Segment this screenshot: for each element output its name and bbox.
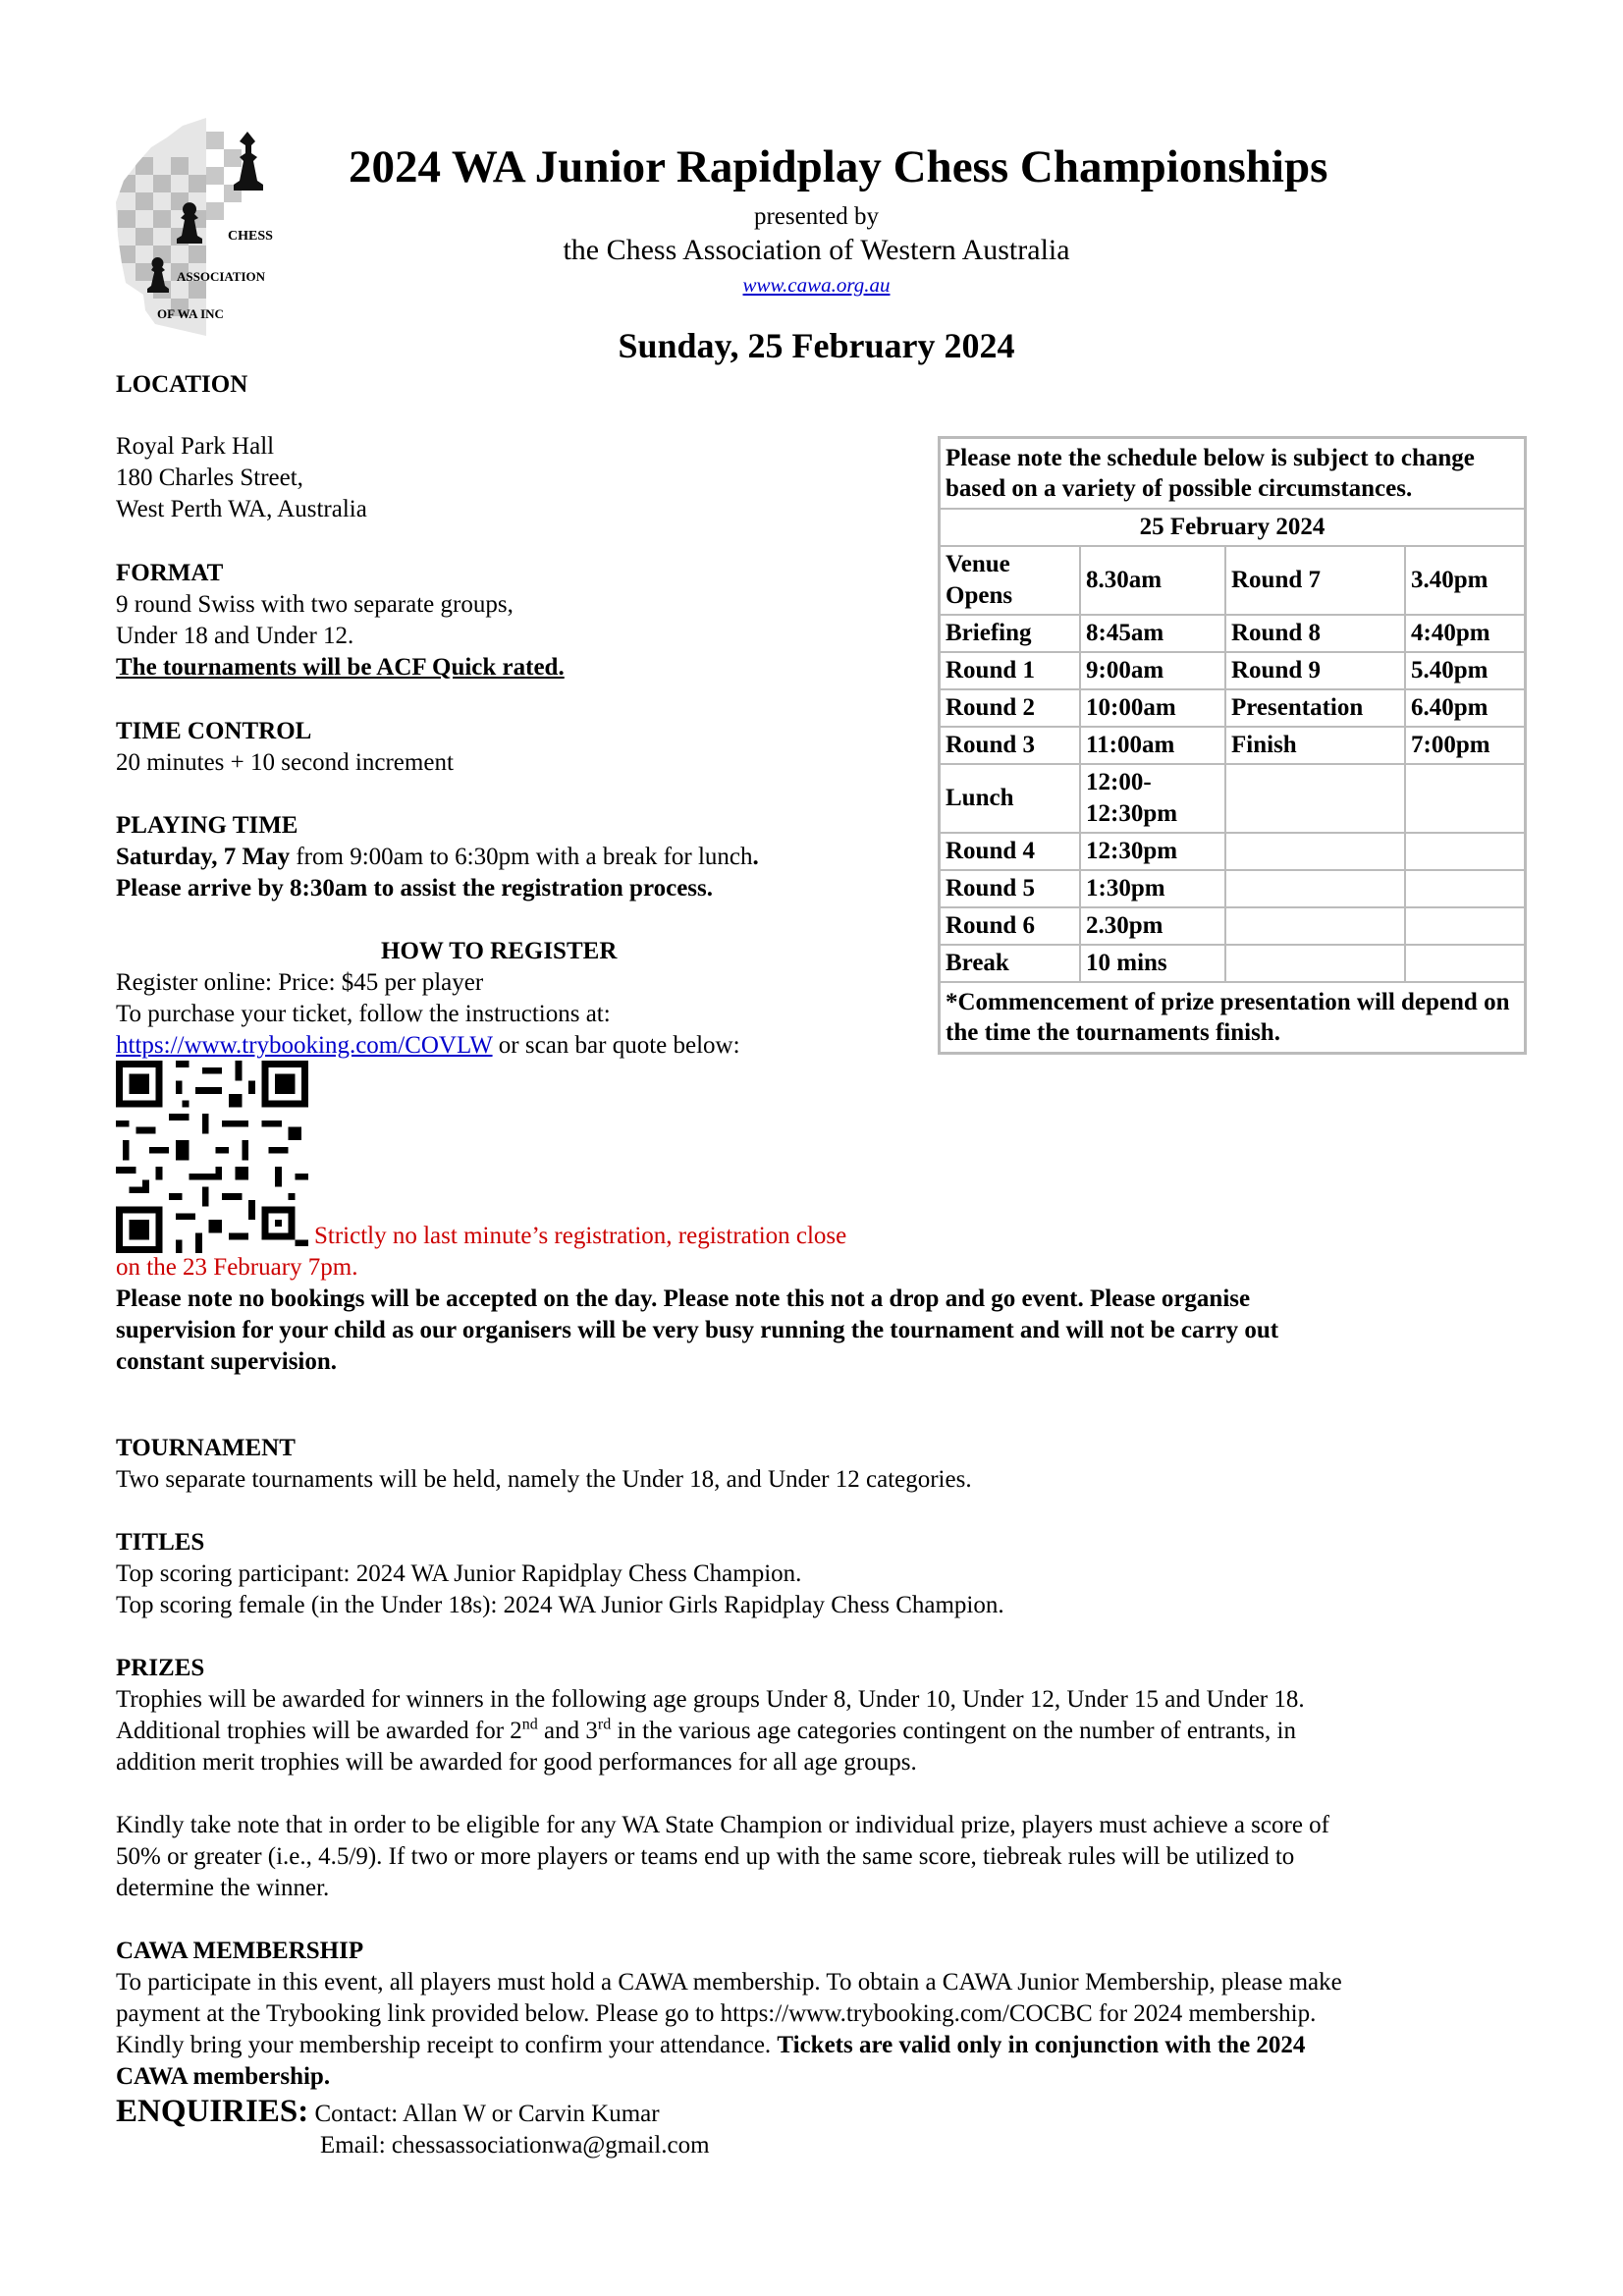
prizes-text: addition merit trophies will be awarded for good performances for all age groups. bbox=[116, 1749, 917, 1776]
table-cell: Venue Opens bbox=[940, 546, 1080, 615]
prizes-heading: PRIZES bbox=[116, 1655, 205, 1681]
table-cell: 3.40pm bbox=[1405, 546, 1525, 615]
table-cell: 2.30pm bbox=[1080, 907, 1225, 945]
table-cell bbox=[1225, 907, 1405, 945]
schedule-date: 25 February 2024 bbox=[940, 509, 1525, 546]
table-row bbox=[940, 870, 1525, 907]
qr-code[interactable] bbox=[116, 1061, 308, 1253]
tournament-heading: TOURNAMENT bbox=[116, 1435, 296, 1461]
table-cell: 12:30pm bbox=[1080, 833, 1225, 870]
table-row bbox=[940, 546, 1525, 615]
table-cell: 6.40pm bbox=[1405, 689, 1525, 727]
eligibility-text: 50% or greater (i.e., 4.5/9). If two or more players or teams end up with the same score, tiebreak rules will be utilized to bbox=[116, 1843, 1295, 1870]
register-link-line bbox=[116, 1030, 740, 1062]
enquiries-contact: Contact: Allan W or Carvin Kumar bbox=[308, 2101, 660, 2127]
table-row bbox=[940, 689, 1525, 727]
table-cell bbox=[1405, 764, 1525, 833]
table-cell bbox=[1405, 833, 1525, 870]
eligibility-text: determine the winner. bbox=[116, 1875, 330, 1901]
prizes-text-part: and 3 bbox=[537, 1718, 598, 1744]
playing-time-hours: from 9:00am to 6:30pm with a break for lunch bbox=[290, 844, 753, 870]
table-cell: Round 6 bbox=[940, 907, 1080, 945]
booking-note: Please note no bookings will be accepted on the day. Please note this not a drop and go event. Please organise bbox=[116, 1285, 1251, 1312]
superscript: rd bbox=[597, 1716, 612, 1733]
register-instructions: To purchase your ticket, follow the instructions at: bbox=[116, 1001, 611, 1027]
titles-heading: TITLES bbox=[116, 1529, 205, 1556]
superscript: nd bbox=[521, 1716, 538, 1733]
organisation-name: the Chess Association of Western Australia bbox=[563, 234, 1070, 266]
membership-text: To participate in this event, all players must hold a CAWA membership. To obtain a CAWA Junior Membership, please make bbox=[116, 1969, 1342, 1995]
table-cell: Break bbox=[940, 945, 1080, 982]
table-cell bbox=[1405, 870, 1525, 907]
schedule-note: Please note the schedule below is subject to change based on a variety of possible circumstances. bbox=[940, 438, 1525, 509]
format-heading: FORMAT bbox=[116, 560, 224, 586]
tournament-text: Two separate tournaments will be held, namely the Under 18, and Under 12 categories. bbox=[116, 1466, 972, 1493]
logo-text-association: ASSOCIATION bbox=[177, 269, 266, 284]
table-cell: Round 5 bbox=[940, 870, 1080, 907]
logo-text-ofwa: OF WA INC bbox=[157, 306, 224, 321]
table-row bbox=[940, 764, 1525, 833]
scan-text: or scan bar quote below: bbox=[492, 1032, 740, 1059]
enquiries-heading: ENQUIRIES: bbox=[116, 2094, 309, 2129]
location-line: Royal Park Hall bbox=[116, 433, 275, 460]
format-line: 9 round Swiss with two separate groups, bbox=[116, 591, 514, 618]
table-row bbox=[940, 833, 1525, 870]
format-line: Under 18 and Under 12. bbox=[116, 623, 354, 649]
table-cell bbox=[1225, 764, 1405, 833]
enquiries-email[interactable]: Email: chessassociationwa@gmail.com bbox=[320, 2132, 710, 2159]
table-cell: 5.40pm bbox=[1405, 652, 1525, 689]
table-row bbox=[940, 727, 1525, 764]
table-cell bbox=[1225, 945, 1405, 982]
table-cell: Round 3 bbox=[940, 727, 1080, 764]
location-heading: LOCATION bbox=[116, 371, 248, 398]
booking-note: constant supervision. bbox=[116, 1348, 338, 1375]
table-row bbox=[940, 652, 1525, 689]
table-cell: Round 9 bbox=[1225, 652, 1405, 689]
titles-text: Top scoring participant: 2024 WA Junior Rapidplay Chess Champion. bbox=[116, 1560, 802, 1587]
website-link[interactable]: www.cawa.org.au bbox=[742, 273, 891, 297]
table-cell: 7:00pm bbox=[1405, 727, 1525, 764]
table-cell: 12:00-12:30pm bbox=[1080, 764, 1225, 833]
table-cell: 11:00am bbox=[1080, 727, 1225, 764]
prizes-text-part: in the various age categories contingent on the number of entrants, in bbox=[611, 1718, 1296, 1744]
location-line: West Perth WA, Australia bbox=[116, 496, 367, 522]
time-control-heading: TIME CONTROL bbox=[116, 718, 312, 744]
table-cell: 1:30pm bbox=[1080, 870, 1225, 907]
table-cell: 10:00am bbox=[1080, 689, 1225, 727]
enquiries-line bbox=[116, 2093, 660, 2133]
register-heading: HOW TO REGISTER bbox=[381, 938, 618, 964]
presented-by: presented by bbox=[753, 203, 880, 230]
time-control-value: 20 minutes + 10 second increment bbox=[116, 749, 454, 776]
table-cell: Round 7 bbox=[1225, 546, 1405, 615]
prizes-text-part: Additional trophies will be awarded for 2 bbox=[116, 1718, 522, 1744]
table-cell: 8:45am bbox=[1080, 615, 1225, 652]
membership-text: payment at the Trybooking link provided below. Please go to https://www.trybooking.com/COCBC for 2024 membership. bbox=[116, 2000, 1317, 2027]
registration-close-warning: Strictly no last minute’s registration, registration close bbox=[314, 1223, 847, 1249]
table-cell: Presentation bbox=[1225, 689, 1405, 727]
page-title: 2024 WA Junior Rapidplay Chess Championships bbox=[349, 141, 1328, 192]
table-cell bbox=[1225, 833, 1405, 870]
table-cell: 9:00am bbox=[1080, 652, 1225, 689]
table-row bbox=[940, 945, 1525, 982]
table-cell: Briefing bbox=[940, 615, 1080, 652]
table-cell: Finish bbox=[1225, 727, 1405, 764]
location-line: 180 Charles Street, bbox=[116, 465, 303, 491]
table-cell: 4:40pm bbox=[1405, 615, 1525, 652]
registration-close-warning-2: on the 23 February 7pm. bbox=[116, 1254, 358, 1281]
prizes-text: Trophies will be awarded for winners in the following age groups Under 8, Under 10, Under 12, Under 15 and Under 18. bbox=[116, 1686, 1305, 1713]
table-cell bbox=[1225, 870, 1405, 907]
schedule-footnote: *Commencement of prize presentation will depend on the time the tournaments finish. bbox=[940, 982, 1525, 1053]
booking-note: supervision for your child as our organisers will be very busy running the tournament and will not be carry out bbox=[116, 1317, 1279, 1343]
table-cell: 8.30am bbox=[1080, 546, 1225, 615]
playing-time-line bbox=[116, 842, 759, 873]
membership-ticket-note: CAWA membership. bbox=[116, 2063, 331, 2090]
register-price: Register online: Price: $45 per player bbox=[116, 969, 484, 996]
format-rated-note: The tournaments will be ACF Quick rated. bbox=[116, 654, 565, 681]
table-cell: Lunch bbox=[940, 764, 1080, 833]
table-cell: Round 1 bbox=[940, 652, 1080, 689]
table-cell: Round 4 bbox=[940, 833, 1080, 870]
titles-text: Top scoring female (in the Under 18s): 2024 WA Junior Girls Rapidplay Chess Champion. bbox=[116, 1592, 1004, 1618]
table-row bbox=[940, 907, 1525, 945]
table-cell bbox=[1405, 907, 1525, 945]
prizes-text bbox=[116, 1716, 1296, 1747]
playing-time-heading: PLAYING TIME bbox=[116, 812, 298, 839]
arrive-note: Please arrive by 8:30am to assist the registration process. bbox=[116, 875, 713, 902]
logo-text-chess: CHESS bbox=[228, 229, 273, 244]
table-cell: Round 8 bbox=[1225, 615, 1405, 652]
eligibility-text: Kindly take note that in order to be eligible for any WA State Champion or individual prize, players must achieve a score of bbox=[116, 1812, 1329, 1838]
trybooking-link[interactable]: https://www.trybooking.com/COVLW bbox=[116, 1032, 493, 1059]
playing-time-dot: . bbox=[752, 844, 759, 870]
membership-ticket-note: Tickets are valid only in conjunction with the 2024 bbox=[777, 2032, 1306, 2058]
table-cell bbox=[1405, 945, 1525, 982]
membership-text bbox=[116, 2030, 1305, 2061]
table-cell: Round 2 bbox=[940, 689, 1080, 727]
table-row bbox=[940, 615, 1525, 652]
playing-time-day: Saturday, 7 May bbox=[116, 844, 291, 870]
event-date: Sunday, 25 February 2024 bbox=[618, 326, 1015, 365]
table-cell: 10 mins bbox=[1080, 945, 1225, 982]
membership-heading: CAWA MEMBERSHIP bbox=[116, 1938, 364, 1964]
schedule-table bbox=[938, 436, 1527, 1055]
membership-text-part: Kindly bring your membership receipt to confirm your attendance. bbox=[116, 2032, 778, 2058]
